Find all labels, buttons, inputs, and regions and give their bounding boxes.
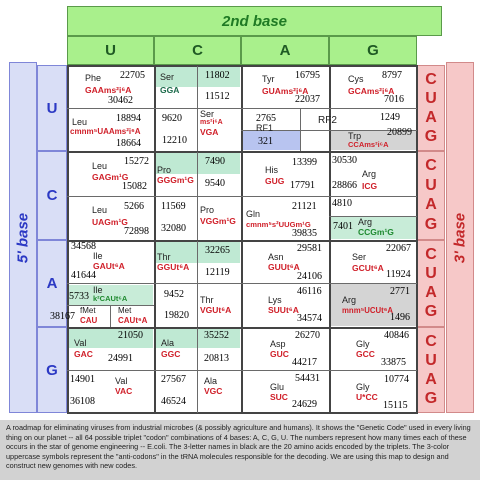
anticodon: GAUt⁶A <box>93 261 125 271</box>
anticodon: k²CAUt⁶A <box>93 294 128 303</box>
anticodon: GUC <box>270 349 289 359</box>
third-letter: U <box>425 89 437 107</box>
anticodon: VGC <box>204 386 223 396</box>
amino-acid: Leu <box>92 205 108 215</box>
count: 7490 <box>205 156 225 167</box>
sub-line <box>67 283 417 284</box>
amino-acid: His <box>265 165 278 175</box>
amino-acid: Arg <box>362 169 377 179</box>
amino-acid: Thr <box>157 252 171 262</box>
third-letter: A <box>425 370 437 388</box>
first-base-label: 5' base <box>14 212 32 263</box>
count: 10774 <box>384 374 409 385</box>
anticodon: GGA <box>160 85 180 95</box>
first-base-header <box>9 62 37 413</box>
third-letter: G <box>424 303 438 321</box>
count: 46116 <box>297 286 322 297</box>
third-letter: A <box>425 108 437 126</box>
count: 54431 <box>295 373 320 384</box>
count: 36108 <box>70 396 95 407</box>
count: 321 <box>258 136 273 147</box>
col-header-c: C <box>154 36 241 65</box>
sub-line <box>241 108 329 109</box>
release-factor: RF1 <box>256 123 274 133</box>
third-letter: C <box>425 156 437 174</box>
anticodon: VGA <box>200 127 219 137</box>
col-header-a: A <box>241 36 329 65</box>
count: 35252 <box>204 330 229 341</box>
count: 30530 <box>332 155 357 166</box>
anticodon: cmnm⁵s²UUGm¹G <box>246 220 311 229</box>
count: 11569 <box>161 201 186 212</box>
amino-acid: Met <box>118 306 132 315</box>
amino-acid: Ala <box>204 376 218 386</box>
count: 19820 <box>164 310 189 321</box>
amino-acid: Ile <box>93 285 103 295</box>
anticodon: U*CC <box>356 392 378 402</box>
row-header-a: A <box>37 240 67 327</box>
amino-acid: Asp <box>270 339 286 349</box>
amino-acid: Cys <box>348 74 364 84</box>
count: 26270 <box>295 330 320 341</box>
count: 72898 <box>124 226 149 237</box>
anticodon: GAC <box>74 349 93 359</box>
count: 12119 <box>205 267 230 278</box>
count: 24629 <box>292 399 317 410</box>
count: 44217 <box>292 357 317 368</box>
amino-acid: Ala <box>161 338 175 348</box>
count: 38167 <box>50 311 75 322</box>
count: 20899 <box>387 127 412 138</box>
amino-acid: Arg <box>358 217 373 227</box>
anticodon: CCAms²i⁶A <box>348 140 389 149</box>
anticodon: GAAms²i⁶A <box>85 85 132 95</box>
count: 7401 <box>333 221 353 232</box>
grid-line <box>416 65 418 414</box>
third-base-group-1 <box>417 65 445 151</box>
count: 1249 <box>380 112 400 123</box>
count: 24106 <box>297 271 322 282</box>
count: 8797 <box>382 70 402 81</box>
count: 4810 <box>332 198 352 209</box>
amino-acid: Glu <box>270 382 285 392</box>
anticodon: GUUt⁶A <box>268 262 300 272</box>
sub-line <box>197 66 198 151</box>
third-base-label: 3' base <box>451 212 469 263</box>
count: 9452 <box>164 289 184 300</box>
sub-line <box>329 216 417 217</box>
count: 9540 <box>205 178 225 189</box>
count: 24991 <box>108 353 133 364</box>
count: 21050 <box>118 330 143 341</box>
anticodon: CCGm¹G <box>358 227 394 237</box>
count: 15115 <box>383 400 408 411</box>
amino-acid: Leu <box>72 117 88 127</box>
count: 30462 <box>108 95 133 106</box>
count: 9620 <box>162 113 182 124</box>
release-factor: RF2 <box>318 115 337 126</box>
count: 22705 <box>120 70 145 81</box>
amino-acid: Gly <box>356 382 370 392</box>
count: 46524 <box>161 396 186 407</box>
grid-line <box>154 65 156 414</box>
grid-line <box>241 65 243 414</box>
count: 20813 <box>204 353 229 364</box>
amino-acid: Ser <box>160 72 175 82</box>
anticodon: GCAms²i⁶A <box>348 86 395 96</box>
third-base-header <box>446 62 474 413</box>
count: 32080 <box>161 223 186 234</box>
count: 5266 <box>124 201 144 212</box>
amino-acid: Leu <box>92 161 108 171</box>
count: 14901 <box>70 374 95 385</box>
third-base-group-4 <box>417 327 445 413</box>
anticodon: GCC <box>356 349 375 359</box>
count: 28866 <box>332 180 357 191</box>
anticodon: GUG <box>265 176 285 186</box>
anticodon: GAGm¹G <box>92 172 129 182</box>
count: 39835 <box>292 228 317 239</box>
count: 34568 <box>71 241 96 252</box>
count: 12210 <box>162 135 187 146</box>
third-letter: C <box>425 332 437 350</box>
amino-acid: fMet <box>80 306 96 315</box>
count: 17791 <box>290 180 315 191</box>
third-letter: G <box>424 389 438 407</box>
amino-acid: Tyr <box>262 74 275 84</box>
count: 11512 <box>205 91 230 102</box>
amino-acid: Ser <box>352 252 367 262</box>
sub-line <box>67 370 417 371</box>
third-letter: A <box>425 284 437 302</box>
count: 22037 <box>295 94 320 105</box>
third-letter: C <box>425 70 437 88</box>
count: 2765 <box>256 113 276 124</box>
sub-line <box>67 108 154 109</box>
anticodon: VGGm¹G <box>200 216 236 226</box>
anticodon: SUC <box>270 392 288 402</box>
sub-line <box>329 108 417 109</box>
third-base-group-2 <box>417 151 445 240</box>
count: 40846 <box>384 330 409 341</box>
third-letter: A <box>425 196 437 214</box>
anticodon: GCUt⁶A <box>352 263 384 273</box>
anticodon: SUUt⁶A <box>268 305 299 315</box>
amino-acid: Val <box>74 338 87 348</box>
anticodon: VAC <box>115 386 133 396</box>
amino-acid: Thr <box>200 295 214 305</box>
amino-acid: Ile <box>93 251 103 261</box>
count: 11924 <box>386 269 411 280</box>
count: 2771 <box>390 286 410 297</box>
third-letter: G <box>424 216 438 234</box>
count: 1496 <box>390 312 410 323</box>
anticodon: cmnm⁵UAAms²i⁶A <box>70 127 141 136</box>
amino-acid: Trp <box>348 131 362 141</box>
anticodon: mnm⁵UCUt⁶A <box>342 306 393 315</box>
count: 21121 <box>292 201 317 212</box>
third-letter: C <box>425 245 437 263</box>
anticodon: CAUt⁶A <box>118 316 148 325</box>
anticodon: VGUt⁶A <box>200 305 232 315</box>
amino-acid: Gly <box>356 339 370 349</box>
count: 33875 <box>381 357 406 368</box>
amino-acid: Pro <box>200 205 215 215</box>
count: 15082 <box>122 181 147 192</box>
anticodon: UAGm¹G <box>92 217 128 227</box>
col-header-u: U <box>67 36 154 65</box>
anticodon-mod: ms²i⁶A <box>200 119 223 126</box>
third-letter: U <box>425 176 437 194</box>
third-letter: G <box>424 127 438 145</box>
third-base-group-3 <box>417 240 445 327</box>
amino-acid: Phe <box>85 73 102 83</box>
anticodon: GUAms²i⁶A <box>262 86 309 96</box>
count: 27567 <box>161 374 186 385</box>
amino-acid: Ser <box>200 109 215 119</box>
amino-acid: Val <box>115 376 128 386</box>
count: 29581 <box>297 243 322 254</box>
amino-acid: Lys <box>268 295 282 305</box>
third-letter: U <box>425 264 437 282</box>
sub-line <box>110 305 111 327</box>
row-header-u: U <box>37 65 67 151</box>
count: 32265 <box>205 245 230 256</box>
amino-acid: Asn <box>268 252 284 262</box>
count: 18894 <box>116 113 141 124</box>
count: 22067 <box>386 243 411 254</box>
col-header-g: G <box>329 36 417 65</box>
anticodon: ICG <box>362 181 378 191</box>
amino-acid: Gln <box>246 209 261 219</box>
amino-acid: Pro <box>157 165 172 175</box>
sub-line <box>197 241 198 327</box>
count: 11802 <box>205 70 230 81</box>
second-base-header: 2nd base <box>67 6 442 36</box>
amino-acid: Arg <box>342 295 357 305</box>
anticodon: GGGm¹G <box>157 175 194 185</box>
count: 7016 <box>384 94 404 105</box>
sub-line <box>67 196 417 197</box>
count: 18664 <box>116 138 141 149</box>
anticodon: GGC <box>161 349 181 359</box>
caption-text: A roadmap for eliminating viruses from industrial microbes (& possibly agriculture and humans). It shows the "Genetic Code" used in every living thing on our planet -- all 64 possible triplet "codon" combinations of 4 bases: A, C, G, U. The numbers represent how many times each of these occurs in the star of genome engineering -- E.coli. The 3-letter names in black are the 20 amino acids encoded by the triplets. The 3-color uppercase symbols represent the "anti-codons" in the tRNA molecules responsible for the decoding. We are using this map to design and construct new genomes with new codes. <box>0 420 480 480</box>
row-header-c: C <box>37 151 67 240</box>
grid-line <box>67 65 69 414</box>
third-letter: U <box>425 351 437 369</box>
count: 15272 <box>124 156 149 167</box>
anticodon: CAU <box>80 316 98 325</box>
anticodon: GGUt⁶A <box>157 262 190 272</box>
count: 41644 <box>71 270 96 281</box>
count: 13399 <box>292 157 317 168</box>
row-header-g: G <box>37 327 67 413</box>
count: 34574 <box>297 313 322 324</box>
count: 5733 <box>69 291 89 302</box>
count: 16795 <box>295 70 320 81</box>
